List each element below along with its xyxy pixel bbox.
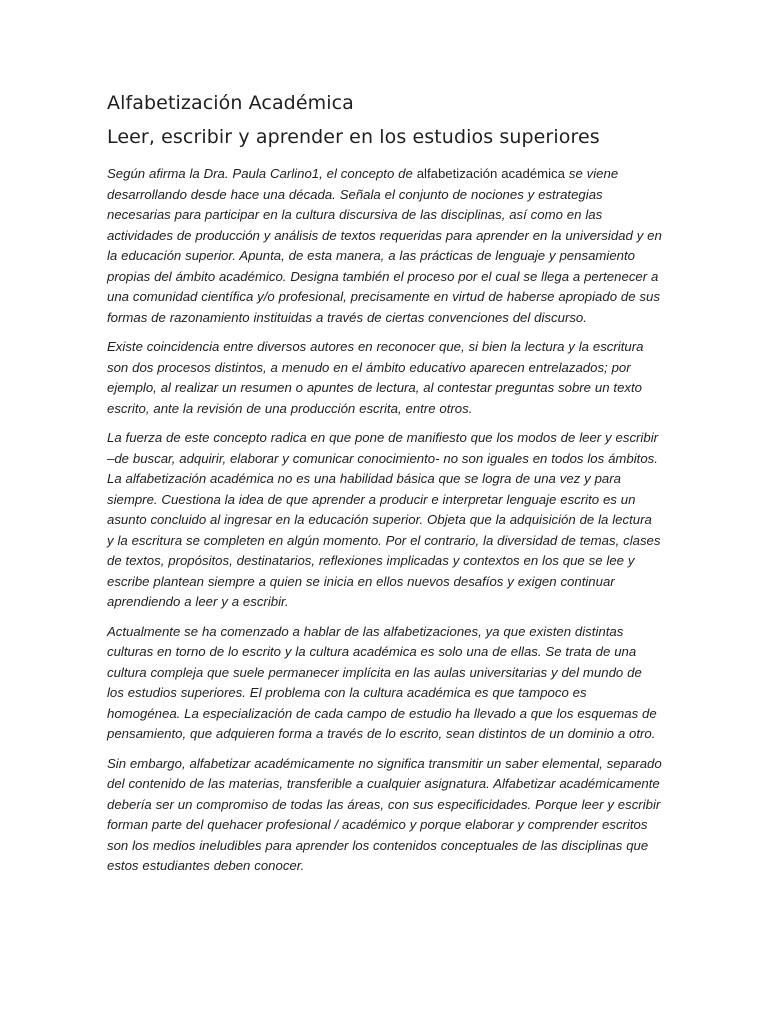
paragraph-2: Existe coincidencia entre diversos autores en reconocer que, si bien la lectura y la escritura son dos procesos distintos, a menudo en el ámbito educativo aparecen entrelazados; por ejemplo, al realizar un resumen o apuntes de lectura, al contestar preguntas sobre un texto escrito, ante la revisión de una producción escrita, entre otros. (107, 339, 644, 416)
paragraph-5: Sin embargo, alfabetizar académicamente no significa transmitir un saber elemental, separado del contenido de las materias, transferible a cualquier asignatura. Alfabetizar académicamente debería ser un compromiso de todas las áreas, con sus especificidades. Porque leer y escribir forman parte del quehacer profesional / académico y porque elaborar y comprender escritos son los medios ineludibles para aprender los contenidos conceptuales de las disciplinas que estos estudiantes deben conocer. (107, 755, 662, 873)
document-subtitle: Leer, escribir y aprender en los estudios superiores (107, 126, 600, 148)
paragraph-1-intro: Según afirma la Dra. Paula Carlino1, el concepto de (107, 166, 417, 181)
paragraph-1-rest: se viene desarrollando desde hace una década. Señala el conjunto de nociones y estrategias necesarias para participar en la cultura discursiva de las disciplinas, así como en las actividades de producción y análisis de textos requeridas para aprender en la universidad y en la educación superior. Apunta, de esta manera, a las prácticas de lenguaje y pensamiento propias del ámbito académico. Designa también el proceso por el cual se llega a pertenecer a una comunidad científica y/o profesional, precisamente en virtud de haberse apropiado de sus formas de razonamiento instituidas a través de ciertas convenciones del discurso. (107, 166, 662, 325)
paragraph-4: Actualmente se ha comenzado a hablar de las alfabetizaciones, ya que existen distintas culturas en torno de lo escrito y la cultura académica es solo una de ellas. Se trata de una cultura compleja que suele permanecer implícita en las aulas universitarias y del mundo de los estudios superiores. El problema con la cultura académica es que tampoco es homogénea. La especialización de cada campo de estudio ha llevado a que los esquemas de pensamiento, que adquieren forma a través de lo escrito, sean distintos de un dominio a otro. (107, 623, 657, 741)
paragraph-1 (107, 164, 662, 328)
paragraph-3: La fuerza de este concepto radica en que pone de manifiesto que los modos de leer y escribir –de buscar, adquirir, elaborar y comunicar conocimiento- no son iguales en todos los ámbitos. La alfabetización académica no es una habilidad básica que se logra de una vez y para siempre. Cuestiona la idea de que aprender a producir e interpretar lenguaje escrito es un asunto concluido al ingresar en la educación superior. Objeta que la adquisición de la lectura y la escritura se completen en algún momento. Por el contrario, la diversidad de temas, clases de textos, propósitos, destinatarios, reflexiones implicadas y contextos en los que se lee y escribe plantean siempre a quien se inicia en ellos nuevos desafíos y exigen continuar aprendiendo a leer y a escribir. (107, 430, 661, 609)
paragraph-1-term: alfabetización académica (416, 166, 565, 181)
document-body (107, 88, 662, 886)
document-title: Alfabetización Académica (107, 92, 354, 114)
